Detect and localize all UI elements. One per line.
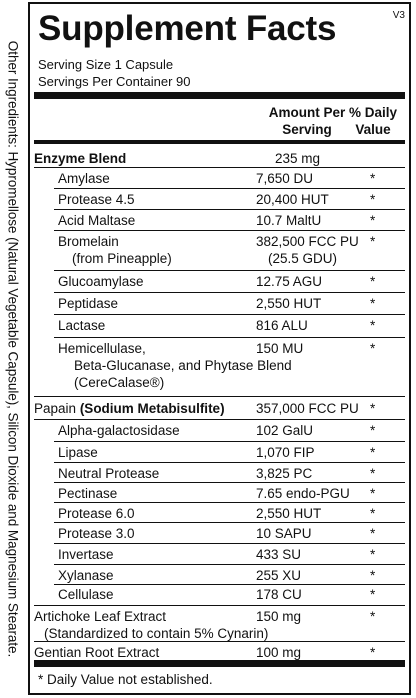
nutrient-amount-line1: 255 XU: [256, 568, 302, 583]
nutrient-amount: [256, 317, 308, 334]
nutrient-amount-line1: 235 mg: [275, 151, 321, 166]
nutrient-amount-line1: 20,400 HUT: [256, 192, 329, 207]
nutrient-amount: [256, 505, 321, 522]
daily-value-mark: *: [370, 486, 376, 501]
nutrient-amount: [256, 644, 301, 661]
thick-rule-header: [34, 140, 405, 144]
nutrient-amount: [256, 546, 301, 563]
daily-value-mark: *: [370, 274, 376, 289]
header-amount-line1: Amount Per: [268, 105, 346, 120]
daily-value-mark: *: [370, 296, 376, 311]
other-ingredients-sidebar: [0, 0, 26, 698]
nutrient-name: [58, 273, 144, 290]
row-divider: [54, 230, 405, 231]
nutrient-name-line2: (from Pineapple): [72, 251, 172, 266]
nutrient-name-line1: Xylanase: [58, 568, 114, 583]
daily-value-mark: *: [370, 213, 376, 228]
nutrient-name: [58, 295, 118, 312]
daily-value-mark: *: [370, 192, 376, 207]
nutrient-amount-line1: 150 mg: [256, 609, 302, 624]
nutrient-name: [58, 586, 114, 603]
nutrient-name: [58, 444, 98, 461]
nutrient-amount: [275, 150, 320, 167]
row-divider: [54, 462, 405, 463]
row-divider: [34, 641, 405, 642]
nutrient-name: [34, 400, 225, 417]
nutrient-name: [58, 525, 135, 542]
nutrient-name-line1: Hemicellulase,: [58, 341, 146, 356]
row-divider: [54, 522, 405, 523]
nutrient-amount-line1: 150 MU: [256, 341, 304, 356]
nutrient-name-line1: Alpha-galactosidase: [58, 423, 180, 438]
nutrient-amount-line1: 357,000 FCC PU: [256, 401, 359, 416]
daily-value-mark: *: [370, 526, 376, 541]
nutrient-amount-line1: 1,070 FIP: [256, 445, 315, 460]
daily-value-mark: *: [370, 547, 376, 562]
nutrient-name: [58, 505, 135, 522]
nutrient-name-line3: (CereCalase®): [74, 375, 165, 390]
nutrient-amount: [256, 170, 313, 187]
thick-rule-top: [34, 92, 405, 99]
panel-title: Supplement Facts: [38, 9, 337, 48]
nutrient-amount: [256, 273, 322, 290]
nutrient-name-line1: Bromelain: [58, 234, 119, 249]
nutrient-name-line1: Peptidase: [58, 296, 119, 311]
nutrient-name-line1: Artichoke Leaf Extract: [34, 609, 167, 624]
nutrient-name: [34, 644, 159, 661]
nutrient-amount-line1: 2,550 HUT: [256, 296, 322, 311]
row-divider: [54, 564, 405, 565]
nutrient-amount: [256, 233, 359, 267]
nutrient-amount-line2: (25.5 GDU): [268, 251, 338, 266]
row-divider: [34, 167, 405, 168]
nutrient-amount-line1: 102 GalU: [256, 423, 314, 438]
nutrient-name: [58, 233, 172, 267]
row-divider: [54, 337, 405, 338]
daily-value-mark: *: [370, 318, 376, 333]
nutrient-amount-line1: 7.65 endo-PGU: [256, 486, 350, 501]
nutrient-name-line1: Gentian Root Extract: [34, 645, 160, 660]
header-daily-value: [336, 104, 410, 138]
nutrient-amount: [256, 212, 321, 229]
nutrient-name-line2: Beta-Glucanase, and Phytase Blend: [74, 358, 292, 373]
nutrient-amount: [256, 422, 313, 439]
daily-value-mark: *: [370, 401, 376, 416]
row-divider: [54, 314, 405, 315]
nutrient-amount: [256, 444, 315, 461]
nutrient-name: [34, 608, 268, 642]
nutrient-amount-line1: 10 SAPU: [256, 526, 312, 541]
nutrient-name: [58, 546, 114, 563]
nutrient-amount-line1: 12.75 AGU: [256, 274, 323, 289]
nutrient-amount-line1: 382,500 FCC PU: [256, 234, 359, 249]
nutrient-amount-line1: 7,650 DU: [256, 171, 314, 186]
daily-value-mark: *: [370, 445, 376, 460]
nutrient-name-line2: (Standardized to contain 5% Cynarin): [44, 626, 269, 641]
nutrient-amount-line1: 816 ALU: [256, 318, 308, 333]
nutrient-name-line1: Protease 6.0: [58, 506, 135, 521]
nutrient-amount: [256, 400, 359, 417]
nutrient-amount-line1: 2,550 HUT: [256, 506, 322, 521]
nutrient-name: [58, 191, 135, 208]
footnote: * Daily Value not established.: [38, 672, 213, 687]
nutrient-amount: [256, 340, 303, 357]
daily-value-mark: *: [370, 171, 376, 186]
nutrient-name: [58, 485, 117, 502]
nutrient-name-line1: Acid Maltase: [58, 213, 136, 228]
daily-value-mark: *: [370, 423, 376, 438]
daily-value-mark: *: [370, 466, 376, 481]
serving-info: [38, 56, 190, 90]
serving-size: Serving Size 1 Capsule: [38, 57, 174, 72]
nutrient-name: [58, 465, 159, 482]
nutrient-name-line1: Glucoamylase: [58, 274, 144, 289]
nutrient-amount: [256, 586, 302, 603]
header-amount-line2: Serving: [282, 122, 332, 137]
nutrient-name-line1: Amylase: [58, 171, 110, 186]
row-divider: [54, 292, 405, 293]
nutrient-name-line1: Invertase: [58, 547, 114, 562]
nutrient-amount: [256, 567, 301, 584]
servings-per-container: Servings Per Container 90: [38, 74, 191, 89]
nutrient-amount: [256, 465, 312, 482]
nutrient-amount: [256, 191, 329, 208]
daily-value-mark: *: [370, 587, 376, 602]
nutrient-name: [58, 567, 114, 584]
nutrient-amount-line1: 178 CU: [256, 587, 302, 602]
nutrient-name-line1: Protease 4.5: [58, 192, 135, 207]
row-divider: [54, 188, 405, 189]
nutrient-amount: [256, 608, 301, 625]
nutrient-name: [58, 170, 110, 187]
row-divider: [54, 441, 405, 442]
nutrient-name-line1: Neutral Protease: [58, 466, 160, 481]
row-divider: [54, 482, 405, 483]
row-divider: [54, 584, 405, 585]
daily-value-mark: *: [370, 506, 376, 521]
nutrient-name: [34, 150, 126, 167]
nutrient-name-line1: Pectinase: [58, 486, 118, 501]
row-divider: [54, 543, 405, 544]
daily-value-mark: *: [370, 609, 376, 624]
nutrient-amount-line1: 433 SU: [256, 547, 302, 562]
supplement-facts-panel: [28, 2, 411, 695]
daily-value-mark: *: [370, 341, 376, 356]
nutrient-amount-line1: 100 mg: [256, 645, 302, 660]
nutrient-name-line1: Papain: [34, 401, 77, 416]
nutrient-name: [58, 212, 135, 229]
nutrient-name-line1: Lipase: [58, 445, 98, 460]
nutrient-name-bold: (Sodium Metabisulfite): [79, 401, 225, 416]
nutrient-amount: [256, 485, 350, 502]
row-divider: [54, 270, 405, 271]
row-divider: [34, 419, 405, 420]
nutrient-name-line1: Protease 3.0: [58, 526, 135, 541]
nutrient-name-line1: Cellulase: [58, 587, 114, 602]
nutrient-name: [58, 317, 105, 334]
row-divider: [54, 502, 405, 503]
nutrient-amount-line1: 10.7 MaltU: [256, 213, 322, 228]
nutrient-amount: [256, 295, 321, 312]
nutrient-name-line1: Enzyme Blend: [34, 151, 127, 166]
version-label: V3: [392, 10, 405, 21]
daily-value-mark: *: [370, 645, 376, 660]
nutrient-name: [58, 422, 180, 439]
row-divider: [34, 605, 405, 606]
header-dv-line1: % Daily: [348, 105, 398, 120]
row-divider: [54, 209, 405, 210]
thick-rule-bottom: [34, 660, 405, 667]
nutrient-name-line1: Lactase: [58, 318, 106, 333]
nutrient-amount-line1: 3,825 PC: [256, 466, 313, 481]
header-dv-line2: Value: [355, 122, 391, 137]
daily-value-mark: *: [370, 568, 376, 583]
nutrient-amount: [256, 525, 312, 542]
row-divider: [34, 396, 405, 397]
daily-value-mark: *: [370, 234, 376, 249]
other-ingredients-text: Other Ingredients: Hypromellose (Natural Vegetable Capsule), Silicon Dioxide and Magnesium Stearate.: [5, 40, 21, 658]
